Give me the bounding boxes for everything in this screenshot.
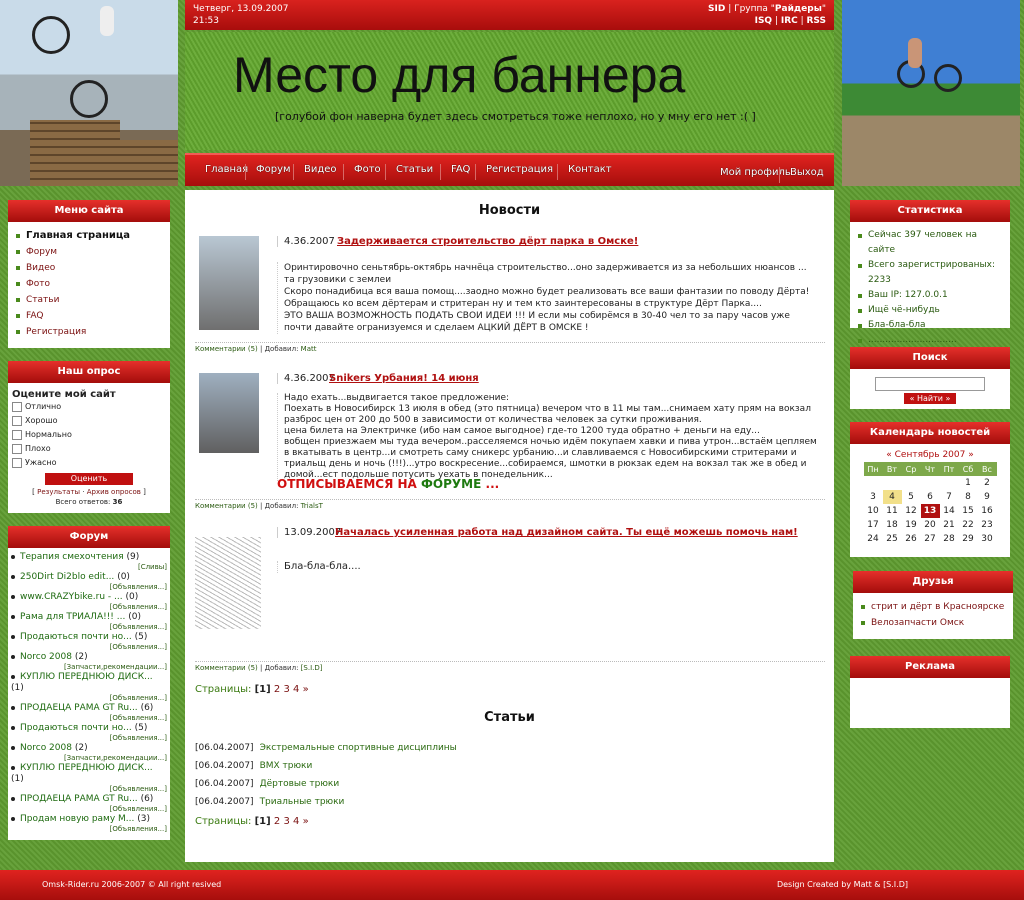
article-link[interactable]: Триальные трюки (259, 797, 345, 807)
pager-link[interactable]: 4 (293, 684, 300, 695)
poll-option-label: Плохо (25, 444, 51, 453)
group-link[interactable]: Райдеры (774, 4, 822, 14)
calendar-day[interactable]: 11 (886, 506, 898, 516)
poll-option[interactable] (12, 456, 166, 470)
stats-title: Статистика (850, 200, 1010, 222)
news-item: 4.36.2007 Задерживается строительство дёрт парка в Омске! Оринтировочно сеньтябрь-октябрь начнёца строительство...оно задерживается из за небольших нюансов ... та грузовики с землеи Скоро понадибица вся ваша помощ....заодно можно будет реализовать все ваши фантазии по поводу Дёрта! Обращаюсь ко всем дёртерам и стритеран ну и тем кто заинтересованы в структуре Дёрт Парка.... ЭТО ВАША ВОЗМОЖНОСТЬ ПОДАТЬ СВОИ ИДЕИ !!! И если мы собирёмся в 30-40 чел то за пару часов уже почти давайте огранизуемся и сделаем АЦКИЙ ДЁРТ В ОМСКЕ ! Комментарии (5) | Добавил: Matt (195, 236, 825, 352)
article-row (195, 743, 457, 753)
rider-figure (908, 38, 922, 68)
calendar-day[interactable]: 12 (905, 506, 917, 516)
calendar-day[interactable]: 13 (921, 504, 940, 518)
article-row (195, 779, 339, 789)
forum-topic-category[interactable]: [Объявления...] (109, 825, 167, 833)
author-label: Добавил: (264, 345, 299, 353)
site-menu-title: Меню сайта (8, 200, 170, 222)
calendar-day[interactable]: 1 (965, 478, 971, 488)
news-comments-link[interactable]: Комментарии (5) (195, 502, 258, 510)
poll-option-label: Отлично (25, 402, 62, 411)
bike-wheel (934, 64, 962, 92)
footer-credits: Design Created by Matt & [S.I.D] (776, 880, 908, 889)
menu-item-register[interactable]: Регистрация (16, 324, 162, 340)
forum-topic-count: (6) (140, 794, 154, 804)
pallet-stack (120, 140, 178, 186)
pager-link[interactable]: 3 (283, 684, 290, 695)
nav-photo[interactable]: Фото (343, 164, 381, 180)
calendar-title: Календарь новостей (850, 422, 1010, 444)
menu-item-home[interactable]: Главная страница (16, 228, 162, 244)
calendar-day[interactable]: 10 (867, 506, 879, 516)
irc-link[interactable]: IRC (780, 16, 798, 26)
forum-topic-category[interactable]: [Сливы] (137, 563, 167, 571)
forum-topic (11, 552, 167, 572)
bullet-icon (11, 615, 15, 619)
news-title[interactable]: Snikers Урбания! 14 июня (329, 373, 479, 384)
forum-topic-count: (5) (134, 723, 148, 733)
calendar-box (850, 422, 1010, 557)
pager-current: [1] (254, 684, 271, 695)
calendar-day[interactable]: 25 (886, 534, 898, 544)
news-date: 4.36.2007 (277, 236, 335, 247)
menu-item-video[interactable]: Видео (16, 260, 162, 276)
calendar-day (902, 476, 921, 490)
article-link[interactable]: BMX трюки (259, 761, 313, 771)
poll-radio[interactable] (12, 402, 22, 412)
news-body: Оринтировочно сеньтябрь-октябрь начнёца строительство...оно задерживается из за небольших нюансов ... та грузовики с землеи Скоро понадибица вся ваша помощ....заодно можно будет реализовать все ваши фантазии по поводу Дёрта! Обращаюсь ко всем дёртерам и стритеран ну и тем кто заинтересованы в структуре Дёрт Парка.... ЭТО ВАША ВОЗМОЖНОСТЬ ПОДАТЬ СВОИ ИДЕИ !!! И если мы собирёмся в 30-40 чел то за пару часов уже почти давайте огранизуемся и сделаем АЦКИЙ ДЁРТ В ОМСКЕ ! (277, 262, 819, 334)
bullet-icon (11, 817, 15, 821)
news-comments-link[interactable]: Комментарии (5) (195, 345, 258, 353)
calendar-day (940, 476, 959, 490)
forum-topic-link[interactable]: 250Dirt Di2blo edit... (20, 572, 115, 582)
poll-total: 36 (112, 498, 123, 506)
forum-topic (11, 794, 167, 814)
news-heading: Новости (478, 203, 541, 218)
calendar-day[interactable]: 15 (962, 506, 974, 516)
bullet-icon (11, 635, 15, 639)
calendar-day[interactable]: 4 (883, 490, 902, 504)
calendar-day[interactable]: 3 (870, 492, 876, 502)
articles-heading: Статьи (484, 710, 535, 725)
poll-question: Оцените мой сайт (12, 389, 116, 400)
forum-topic-count: (5) (134, 632, 148, 642)
forum-topic-category[interactable]: [Запчасти,рекомендации...] (63, 754, 167, 762)
calendar-day[interactable]: 30 (981, 534, 993, 544)
bullet-icon (11, 726, 15, 730)
news-body: Надо ехать...выдвигается такое предложение: Поехать в Новосибирск 13 июля в обед (это пятница) вечером что в 11 мы там...снимаем хату прям на вокзал разброс цен от 200 до 500 в зависимости от количества человек за сутки проживания. цена билета на Электричке (ибо нам самое выгодное) где-то 1200 туда обратно + деньги на еду... вобщен приезжаем мы туда вечером..расселяемся ночью идём покупаем хавки и пива утрон...встаём цепляем в вкатывать в центр...и смотреть саму сникерс урбанию...и славливаемся с Новосибирскими стритерами и триальщ день и ночь (!!!)...утро воскресение...собираемся, шмотки в рюкзак едем на вокзал так же в обед и домой...ест подольше потусить уехать в понедельник... (277, 393, 819, 481)
bike-wheel (32, 16, 70, 54)
news-thumbnail (199, 236, 259, 330)
search-box (850, 347, 1010, 409)
forum-topic-count: (1) (11, 774, 24, 784)
site-menu-box (8, 200, 170, 348)
calendar-day (864, 476, 883, 490)
poll-options (12, 400, 166, 470)
calendar-day[interactable]: 19 (905, 520, 917, 530)
pager-label: Страницы: (195, 816, 252, 827)
poll-title: Наш опрос (8, 361, 170, 383)
pager-link[interactable]: 2 (273, 816, 281, 827)
forum-topic-count: (0) (128, 612, 141, 622)
banner-subtitle: [голубой фон наверна будет здесь смотреться тоже неплохо, но у мну его нет :( ] (275, 110, 756, 123)
pager-link[interactable]: 3 (283, 816, 290, 827)
bullet-icon (11, 766, 15, 770)
article-link[interactable]: Экстремальные спортивные дисциплины (259, 743, 457, 753)
search-button[interactable]: « Найти » (904, 393, 956, 404)
stats-item: Бла-бла-бла (858, 318, 1002, 333)
calendar-day (921, 476, 940, 490)
forum-topic-link[interactable]: Продаються почти но... (20, 723, 132, 733)
calendar-day[interactable]: 22 (962, 520, 974, 530)
nav-home[interactable]: Главная (205, 164, 249, 175)
bike-wheel (70, 80, 108, 118)
friend-link[interactable]: Велозапчасти Омск (861, 615, 1005, 631)
stats-item: Ищё чё-нибудь (858, 303, 1002, 318)
calendar-weekday: Пт (940, 462, 959, 476)
forum-topic-category[interactable]: [Запчасти,рекомендации...] (63, 663, 167, 671)
forum-topic-category[interactable]: [Объявления...] (109, 583, 167, 591)
news-title[interactable]: Задерживается строительство дёрт парка в Омске! (337, 236, 639, 247)
group-prefix: | Группа " (728, 4, 775, 14)
forum-topic-count: (6) (140, 703, 154, 713)
calendar-day[interactable]: 27 (924, 534, 936, 544)
forum-topic-link[interactable]: Norco 2008 (20, 743, 72, 753)
news-forum-link[interactable]: ФОРУМЕ (421, 477, 482, 491)
calendar-day[interactable]: 20 (924, 520, 936, 530)
calendar-day[interactable]: 17 (867, 520, 879, 530)
forum-topic-link[interactable]: КУПЛЮ ПЕРЕДНЮЮ ДИСК... (20, 672, 153, 682)
vote-button[interactable]: Оценить (45, 473, 133, 485)
article-date: [06.04.2007] (195, 797, 254, 807)
article-date: [06.04.2007] (195, 743, 254, 753)
bullet-icon (11, 706, 15, 710)
current-time: 21:53 (193, 16, 219, 26)
stats-ip: Ваш IP: 127.0.0.1 (858, 288, 1002, 303)
poll-radio[interactable] (12, 430, 22, 440)
poll-option-label: Хорошо (25, 416, 58, 425)
article-date: [06.04.2007] (195, 761, 254, 771)
forum-topic-count: (2) (74, 743, 88, 753)
search-input[interactable] (875, 377, 985, 391)
nav-profile[interactable]: Мой профиль (720, 167, 791, 178)
stats-box (850, 200, 1010, 345)
article-date: [06.04.2007] (195, 779, 254, 789)
calendar-day[interactable]: 21 (943, 520, 955, 530)
menu-item-forum[interactable]: Форум (16, 244, 162, 260)
forum-box (8, 526, 170, 840)
news-author[interactable]: [S.I.D] (300, 664, 323, 672)
pager-link[interactable]: 4 (293, 816, 300, 827)
forum-list (8, 548, 170, 838)
calendar-weekday: Вт (883, 462, 902, 476)
top-bar: Четверг, 13.09.2007 21:53 SID | Группа "Райдеры" ISQ | IRC | RSS (185, 0, 834, 30)
calendar-day[interactable]: 8 (965, 492, 971, 502)
forum-topic-category[interactable]: [Объявления...] (109, 714, 167, 722)
news-title[interactable]: Началась усиленная работа над дизайном сайта. Ты ещё можешь помочь нам! (335, 527, 798, 538)
friend-link[interactable]: стрит и дёрт в Красноярске (861, 599, 1005, 615)
friends-box (853, 571, 1013, 639)
forum-topic-category[interactable]: [Объявления...] (109, 785, 167, 793)
forum-topic-link[interactable]: Рама для ТРИАЛА!!! ... (20, 612, 126, 622)
articles-pager (195, 816, 309, 827)
news-author[interactable]: Matt (300, 345, 317, 353)
calendar-day[interactable]: 14 (943, 506, 955, 516)
calendar-weekday: Вс (978, 462, 997, 476)
forum-topic-category[interactable]: [Объявления...] (109, 603, 167, 611)
forum-topic (11, 652, 167, 672)
calendar-day[interactable]: 7 (946, 492, 952, 502)
isq-link[interactable]: ISQ (754, 16, 773, 26)
forum-topic (11, 763, 167, 794)
forum-topic-link[interactable]: ПРОДАЕЦА РАМА GT Ru... (20, 794, 138, 804)
banner (185, 32, 834, 150)
news-item: 13.09.2007 Началась усиленная работа над дизайном сайта. Ты ещё можешь помочь нам! Бла-бла-бла.... Комментарии (5) | Добавил: [S.I.D] (195, 527, 825, 677)
stats-registered: Всего зарегистрированых: 2233 (858, 258, 1002, 288)
ads-box (850, 656, 1010, 728)
news-cta: ОТПИСЫВАЕМСЯ НА (277, 477, 417, 491)
news-comments-link[interactable]: Комментарии (5) (195, 664, 258, 672)
poll-radio[interactable] (12, 444, 22, 454)
header-photo-right (842, 0, 1020, 186)
forum-topic-category[interactable]: [Объявления...] (109, 623, 167, 631)
calendar-day[interactable]: 29 (962, 534, 974, 544)
poll-box: Наш опрос Оцените мой сайт Отлично Хорошо Нормально Плохо Ужасно Оценить [ Результаты · Архив опросов ] Всего ответов: 36 (8, 361, 170, 513)
nav-faq[interactable]: FAQ (440, 164, 470, 180)
nav-logout[interactable]: Выход (779, 167, 824, 183)
forum-topic-link[interactable]: ПРОДАЕЦА РАМА GT Ru... (20, 703, 138, 713)
news-cta-end: ... (485, 477, 500, 491)
bullet-icon (11, 575, 15, 579)
news-thumbnail (199, 373, 259, 453)
forum-topic-count: (1) (11, 683, 24, 693)
article-row (195, 797, 344, 807)
main-nav (185, 153, 834, 186)
sid-link[interactable]: SID (708, 4, 726, 14)
forum-topic (11, 814, 167, 834)
menu-item-photo[interactable]: Фото (16, 276, 162, 292)
stats-item: ............................... (858, 333, 1002, 348)
bullet-icon (11, 675, 15, 679)
menu-item-articles[interactable]: Статьи (16, 292, 162, 308)
nav-articles[interactable]: Статьи (385, 164, 433, 180)
forum-topic-count: (3) (137, 814, 151, 824)
news-date: 4.36.2007 (277, 373, 335, 384)
calendar-day[interactable]: 18 (886, 520, 898, 530)
group-suffix: " (821, 4, 826, 14)
nav-register[interactable]: Регистрация (475, 164, 553, 180)
forum-topic-link[interactable]: Продам новую раму М... (20, 814, 135, 824)
calendar-day[interactable]: 5 (908, 492, 914, 502)
forum-topic-count: (0) (117, 572, 130, 582)
forum-topic (11, 612, 167, 632)
news-body: Бла-бла-бла.... (277, 561, 819, 573)
poll-archive-link[interactable]: Архив опросов (86, 488, 141, 496)
forum-topic-count: (9) (126, 552, 140, 562)
forum-topic-category[interactable]: [Объявления...] (109, 643, 167, 651)
nav-contact[interactable]: Контакт (557, 164, 612, 180)
calendar-day[interactable]: 6 (927, 492, 933, 502)
header-photo-left (0, 0, 178, 186)
forum-title: Форум (8, 526, 170, 548)
bullet-icon (11, 655, 15, 659)
forum-topic-link[interactable]: Терапия смехочтения (20, 552, 124, 562)
calendar-day[interactable]: 24 (867, 534, 879, 544)
poll-option[interactable] (12, 442, 166, 456)
nav-video[interactable]: Видео (293, 164, 337, 180)
friends-title: Друзья (853, 571, 1013, 593)
bullet-icon (11, 595, 15, 599)
calendar-day[interactable]: 9 (984, 492, 990, 502)
search-title: Поиск (850, 347, 1010, 369)
poll-results-link[interactable]: Результаты (37, 488, 81, 496)
article-link[interactable]: Дёртовые трюки (259, 779, 340, 789)
forum-topic (11, 743, 167, 763)
forum-topic-link[interactable]: Продаються почти но... (20, 632, 132, 642)
poll-option-label: Нормально (25, 430, 72, 439)
forum-topic (11, 632, 167, 652)
rss-link[interactable]: RSS (806, 16, 826, 26)
menu-item-faq[interactable]: FAQ (16, 308, 162, 324)
news-author[interactable]: TrialsT (300, 502, 323, 510)
poll-total-label: Всего ответов: (55, 498, 111, 506)
calendar-day[interactable]: 23 (981, 520, 993, 530)
footer-copyright: Omsk-Rider.ru 2006-2007 © All right resived (42, 880, 222, 889)
forum-topic-link[interactable]: Norco 2008 (20, 652, 72, 662)
calendar-day (883, 476, 902, 490)
current-date: Четверг, 13.09.2007 (193, 4, 289, 14)
calendar-weekday: Пн (864, 462, 883, 476)
rider-figure (100, 6, 114, 36)
author-label: Добавил: (264, 502, 299, 510)
forum-topic-count: (0) (125, 592, 139, 602)
article-row (195, 761, 312, 771)
forum-topic (11, 672, 167, 703)
bullet-icon (11, 797, 15, 801)
author-label: Добавил: (264, 664, 299, 672)
forum-topic (11, 723, 167, 743)
banner-title: Место для баннера (233, 47, 686, 103)
news-item: 4.36.2007 Snikers Урбания! 14 июня Надо ехать...выдвигается такое предложение: Поехать в Новосибирск 13 июля в обед (это пятница) вечером что в 11 мы там...снимаем хату прям на вокзал разброс цен от 200 до 500 в зависимости от количества человек за сутки проживания. цена билета на Электричке (ибо нам самое выгодное) где-то 1200 туда обратно + деньги на еду... вобщен приезжаем мы туда вечером..расселяемся ночью идём покупаем хавки и пива утрон...встаём цепляем в вкатывать в центр...и смотреть саму сникерс урбанию...и славливаемся с Новосибирскими стритерами и триальщ день и ночь (!!!)...утро воскресение...собираемся, шмотки в рюкзак едем на вокзал так же в обед и домой...ест подольше потусить уехать в понедельник... ОТПИСЫВАЕМСЯ НА ФОРУМЕ ... Комментарии (5) | Добавил: TrialsT (195, 373, 825, 513)
forum-topic-count: (2) (74, 652, 88, 662)
pallet-stack (30, 120, 120, 186)
calendar-day[interactable]: 2 (984, 478, 990, 488)
pager-current: [1] (254, 816, 271, 827)
forum-topic-category[interactable]: [Объявления...] (109, 694, 167, 702)
calendar-weekday: Чт (921, 462, 940, 476)
forum-topic (11, 572, 167, 592)
forum-topic (11, 703, 167, 723)
forum-topic-link[interactable]: www.CRAZYbike.ru - ... (20, 592, 123, 602)
pager-label: Страницы: (195, 684, 252, 695)
pager-link[interactable]: 2 (273, 684, 281, 695)
poll-radio[interactable] (12, 458, 22, 468)
bullet-icon (11, 555, 15, 559)
poll-radio[interactable] (12, 416, 22, 426)
news-date: 13.09.2007 (277, 527, 341, 538)
calendar-weekday: Ср (902, 462, 921, 476)
forum-topic-link[interactable]: КУПЛЮ ПЕРЕДНЮЮ ДИСК... (20, 763, 153, 773)
calendar-day[interactable]: 28 (943, 534, 955, 544)
poll-option-label: Ужасно (25, 458, 57, 467)
poll-option[interactable] (12, 428, 166, 442)
poll-option[interactable] (12, 414, 166, 428)
main-content (185, 190, 834, 862)
stats-online: Сейчас 397 человек на сайте (858, 228, 1002, 258)
forum-topic (11, 592, 167, 612)
calendar-day[interactable]: 26 (905, 534, 917, 544)
calendar-weekday: Сб (959, 462, 978, 476)
calendar-grid (864, 462, 997, 546)
footer (0, 870, 1024, 900)
calendar-month-nav[interactable]: « Сентябрь 2007 » (886, 450, 974, 460)
forum-topic-category[interactable]: [Объявления...] (109, 805, 167, 813)
ads-title: Реклама (850, 656, 1010, 678)
pager-next[interactable]: » (302, 816, 309, 827)
bullet-icon (11, 746, 15, 750)
forum-topic-category[interactable]: [Объявления...] (109, 734, 167, 742)
news-pager (195, 684, 309, 695)
nav-forum[interactable]: Форум (245, 164, 291, 180)
poll-option[interactable] (12, 400, 166, 414)
calendar-day[interactable]: 16 (981, 506, 993, 516)
news-thumbnail (195, 537, 261, 629)
pager-next[interactable]: » (302, 684, 309, 695)
